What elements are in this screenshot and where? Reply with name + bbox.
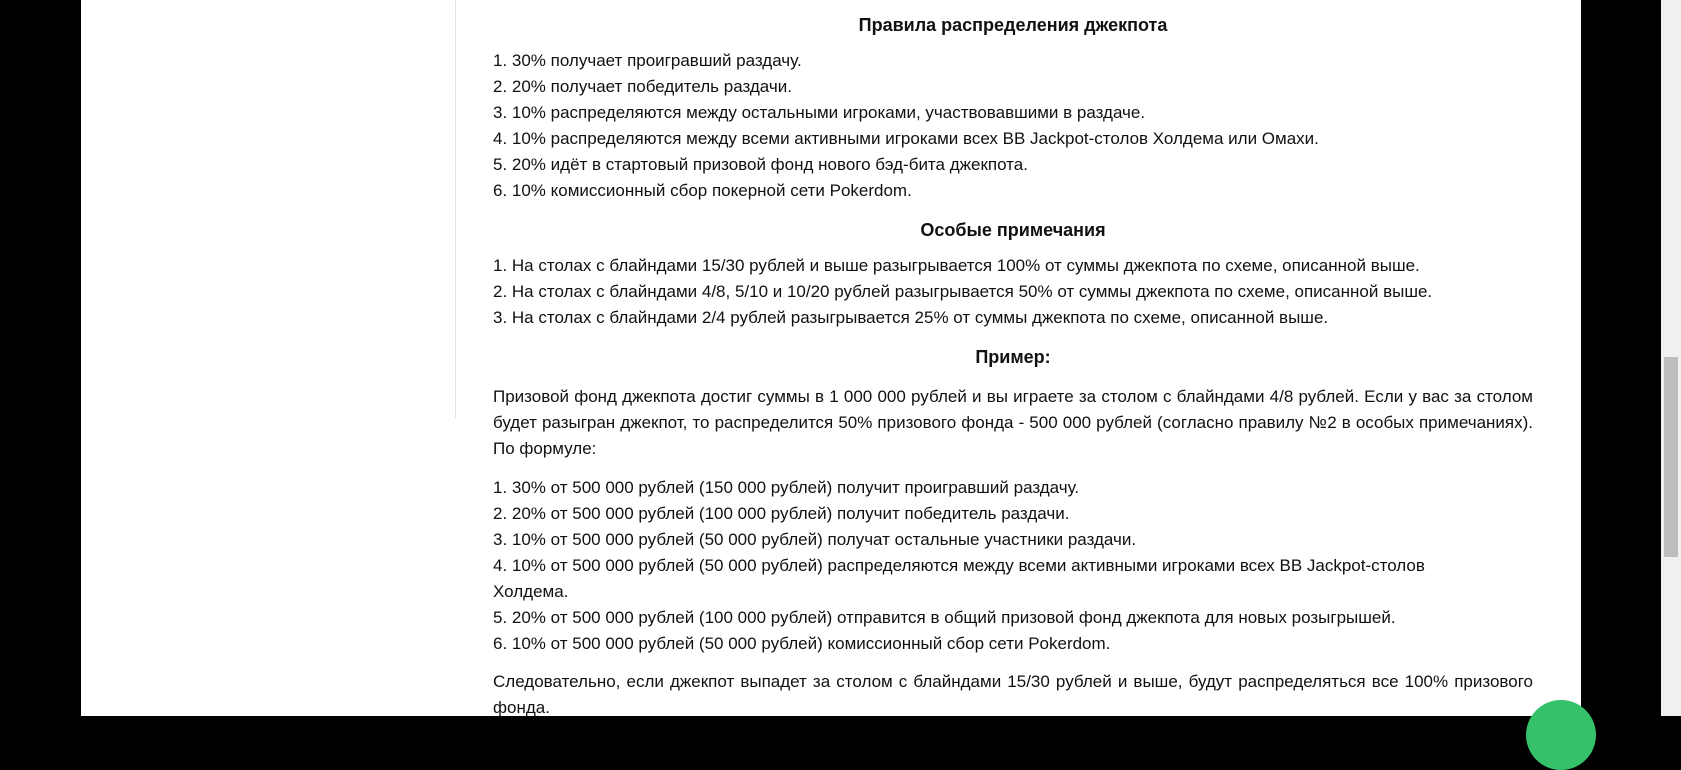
list-item: 6. 10% комиссионный сбор покерной сети Pokerdom. [493,181,912,200]
list-item: 5. 20% идёт в стартовый призовой фонд нового бэд-бита джекпота. [493,155,1028,174]
notes-heading: Особые примечания [920,220,1106,240]
list-item: 3. 10% распределяются между остальными игроками, участвовавшими в раздаче. [493,103,1146,122]
distribution-heading: Правила распределения джекпота [858,15,1168,35]
conclusion-paragraph: Следовательно, если джекпот выпадет за столом с блайндами 15/30 рублей и выше, будут распределяться все 100% призового фонда. [493,672,1533,716]
list-item: 3. На столах с блайндами 2/4 рублей разыгрывается 25% от суммы джекпота по схеме, описанной выше. [493,308,1329,327]
list-item: 1. 30% получает проигравший раздачу. [493,51,802,70]
list-item: 3. 10% от 500 000 рублей (50 000 рублей) получат остальные участники раздачи. [493,530,1137,549]
distribution-list [493,48,1533,204]
list-item: 1. 30% от 500 000 рублей (150 000 рублей) получит проигравший раздачу. [493,478,1080,497]
list-item: 4. 10% распределяются между всеми активными игроками всех BB Jackpot-столов Холдема или Омахи. [493,129,1319,148]
list-item: 2. 20% от 500 000 рублей (100 000 рублей) получит победитель раздачи. [493,504,1070,523]
list-item: 2. 20% получает победитель раздачи. [493,77,792,96]
formula-list [493,475,1453,657]
list-item: 6. 10% от 500 000 рублей (50 000 рублей) комиссионный сбор сети Pokerdom. [493,634,1111,653]
page-scrollbar[interactable] [1661,0,1681,716]
list-item: 5. 20% от 500 000 рублей (100 000 рублей) отправится в общий призовой фонд джекпота для новых розыгрышей. [493,608,1396,627]
page-container [81,0,1581,716]
chat-widget-button[interactable] [1526,700,1596,770]
list-item: 4. 10% от 500 000 рублей (50 000 рублей) распределяются между всеми активными игроками всех BB Jackpot-столов Холдема. [493,556,1425,601]
list-item: 2. На столах с блайндами 4/8, 5/10 и 10/20 рублей разыгрывается 50% от суммы джекпота по схеме, описанной выше. [493,282,1433,301]
example-paragraph: Призовой фонд джекпота достиг суммы в 1 000 000 рублей и вы играете за столом с блайндами 4/8 рублей. Если у вас за столом будет разыгран джекпот, то распределится 50% призового фонда - 500 000 рублей (согласно правилу №2 в особых примечаниях). По формуле: [493,387,1533,458]
example-heading: Пример: [975,347,1051,367]
notes-list [493,253,1533,331]
scrollbar-thumb[interactable] [1664,357,1678,557]
sidebar-divider [455,0,456,418]
list-item: 1. На столах с блайндами 15/30 рублей и выше разыгрывается 100% от суммы джекпота по схеме, описанной выше. [493,256,1420,275]
